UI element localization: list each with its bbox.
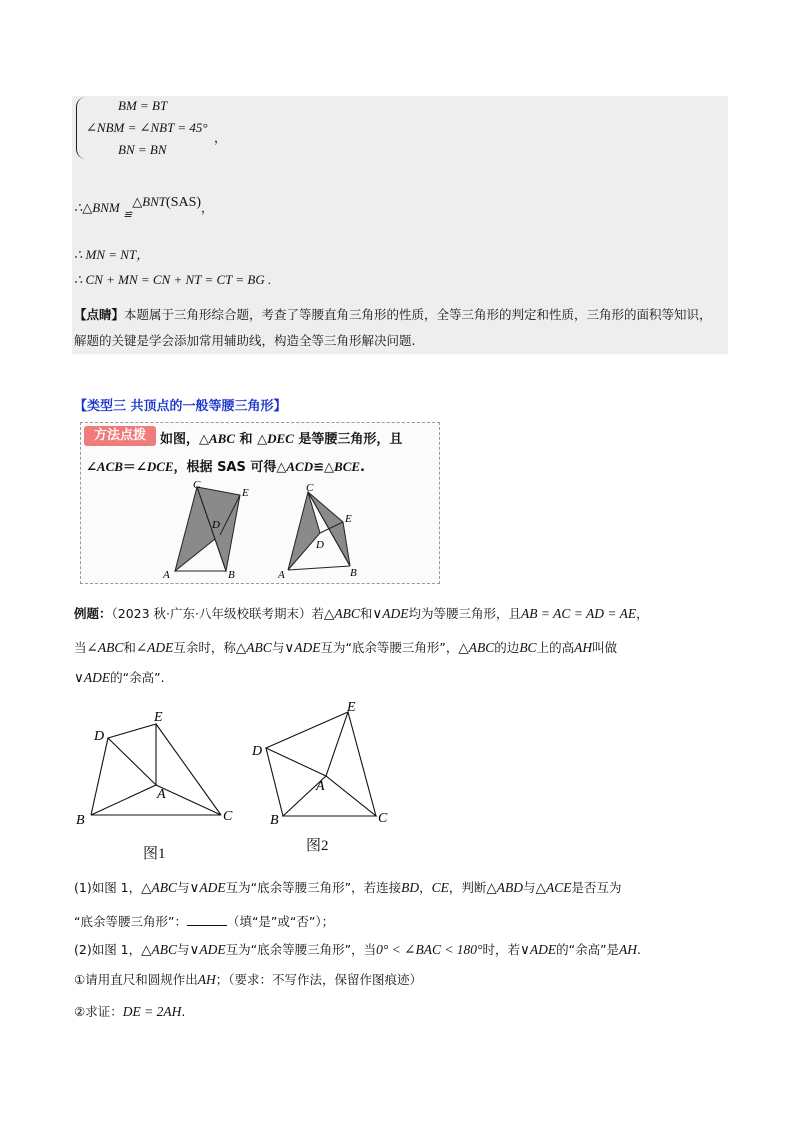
answer-blank[interactable] [187,913,227,926]
method-figure-left [160,478,270,580]
label-a: A [278,569,285,580]
question-2-1-line: ①请用直尺和圆规作出AH；（要求：不写作法，保留作图痕迹） [74,972,422,987]
fig1-label-e: E [154,710,163,725]
system-tail: ， [214,130,227,145]
label-c: C [193,479,201,491]
final-equation-line: ∴ CN + MN = CN + NT = CT = BG . [74,272,272,287]
section-heading: 【类型三 共顶点的一般等腰三角形】 [74,399,287,414]
figure-2-caption: 图2 [306,838,329,854]
mn-equals-nt-line: ∴ MN = NT， [74,247,150,262]
method-badge: 方法点拨 [84,426,156,446]
figure-1 [72,706,252,830]
example-line-2: 当∠ABC和∠ADE互余时，称△ABC与∨ADE互为“底余等腰三角形”，△ABC的边BC上的高AH叫做 [74,640,618,655]
fig1-label-d: D [94,729,105,744]
remark-paragraph [74,302,724,354]
example-line-3: ∨ADE的“余高”. [74,670,165,685]
fig2-label-c: C [378,811,388,826]
method-line-2: ∠ACB＝∠DCE，根据 SAS 可得△ACD≌△BCE. [86,459,365,475]
remark-tag: 【点睛】 [74,307,125,322]
fig2-label-e: E [347,700,356,715]
system-line-3: BN = BN [118,142,167,157]
congruence-line: ∴△BNM $_≌$△BNT(SAS)， [74,194,214,221]
fig2-label-a: A [316,779,325,794]
question-1-line-2: “底余等腰三角形”： （填“是”或“否”）； [74,914,335,929]
fig1-label-c: C [223,809,233,824]
fig2-label-b: B [270,813,279,826]
system-line-1: BM = BT [118,98,168,113]
label-b: B [350,567,357,579]
figure-2 [250,700,400,826]
fig1-label-b: B [76,813,85,828]
label-e: E [345,513,352,525]
remark-text: 本题属于三角形综合题，考查了等腰直角三角形的性质，全等三角形的判定和性质，三角形的面积等知识，解题的关键是学会添加常用辅助线，构造全等三角形解决问题. [74,307,712,348]
fig2-label-d: D [252,744,263,759]
system-line-2: ∠NBM = ∠NBT = 45° [86,120,208,135]
question-1-line-1: (1)如图 1，△ABC与∨ADE互为“底余等腰三角形”，若连接BD，CE，判断△ABD与△ACE是否互为 [74,880,622,895]
question-2-line: (2)如图 1，△ABC与∨ADE互为“底余等腰三角形”，当0° < ∠BAC < 180°时，若∨ADE的“余高”是AH. [74,942,642,957]
label-d: D [316,539,324,551]
label-a: A [163,569,170,580]
example-line-1: 例题：（2023 秋·广东·八年级校联考期末）若△ABC和∨ADE均为等腰三角形，且AB = AC = AD = AE， [74,606,649,621]
method-figure-right [278,478,368,580]
label-e: E [242,487,249,499]
label-d: D [212,519,220,531]
question-2-2-line: ②求证：DE = 2AH. [74,1004,186,1019]
label-c: C [306,482,314,494]
fig1-label-a: A [157,787,166,802]
method-line-1: 如图，△ABC 和 △DEC 是等腰三角形，且 [160,431,403,447]
figure-1-caption: 图1 [143,846,166,862]
label-b: B [228,569,235,580]
